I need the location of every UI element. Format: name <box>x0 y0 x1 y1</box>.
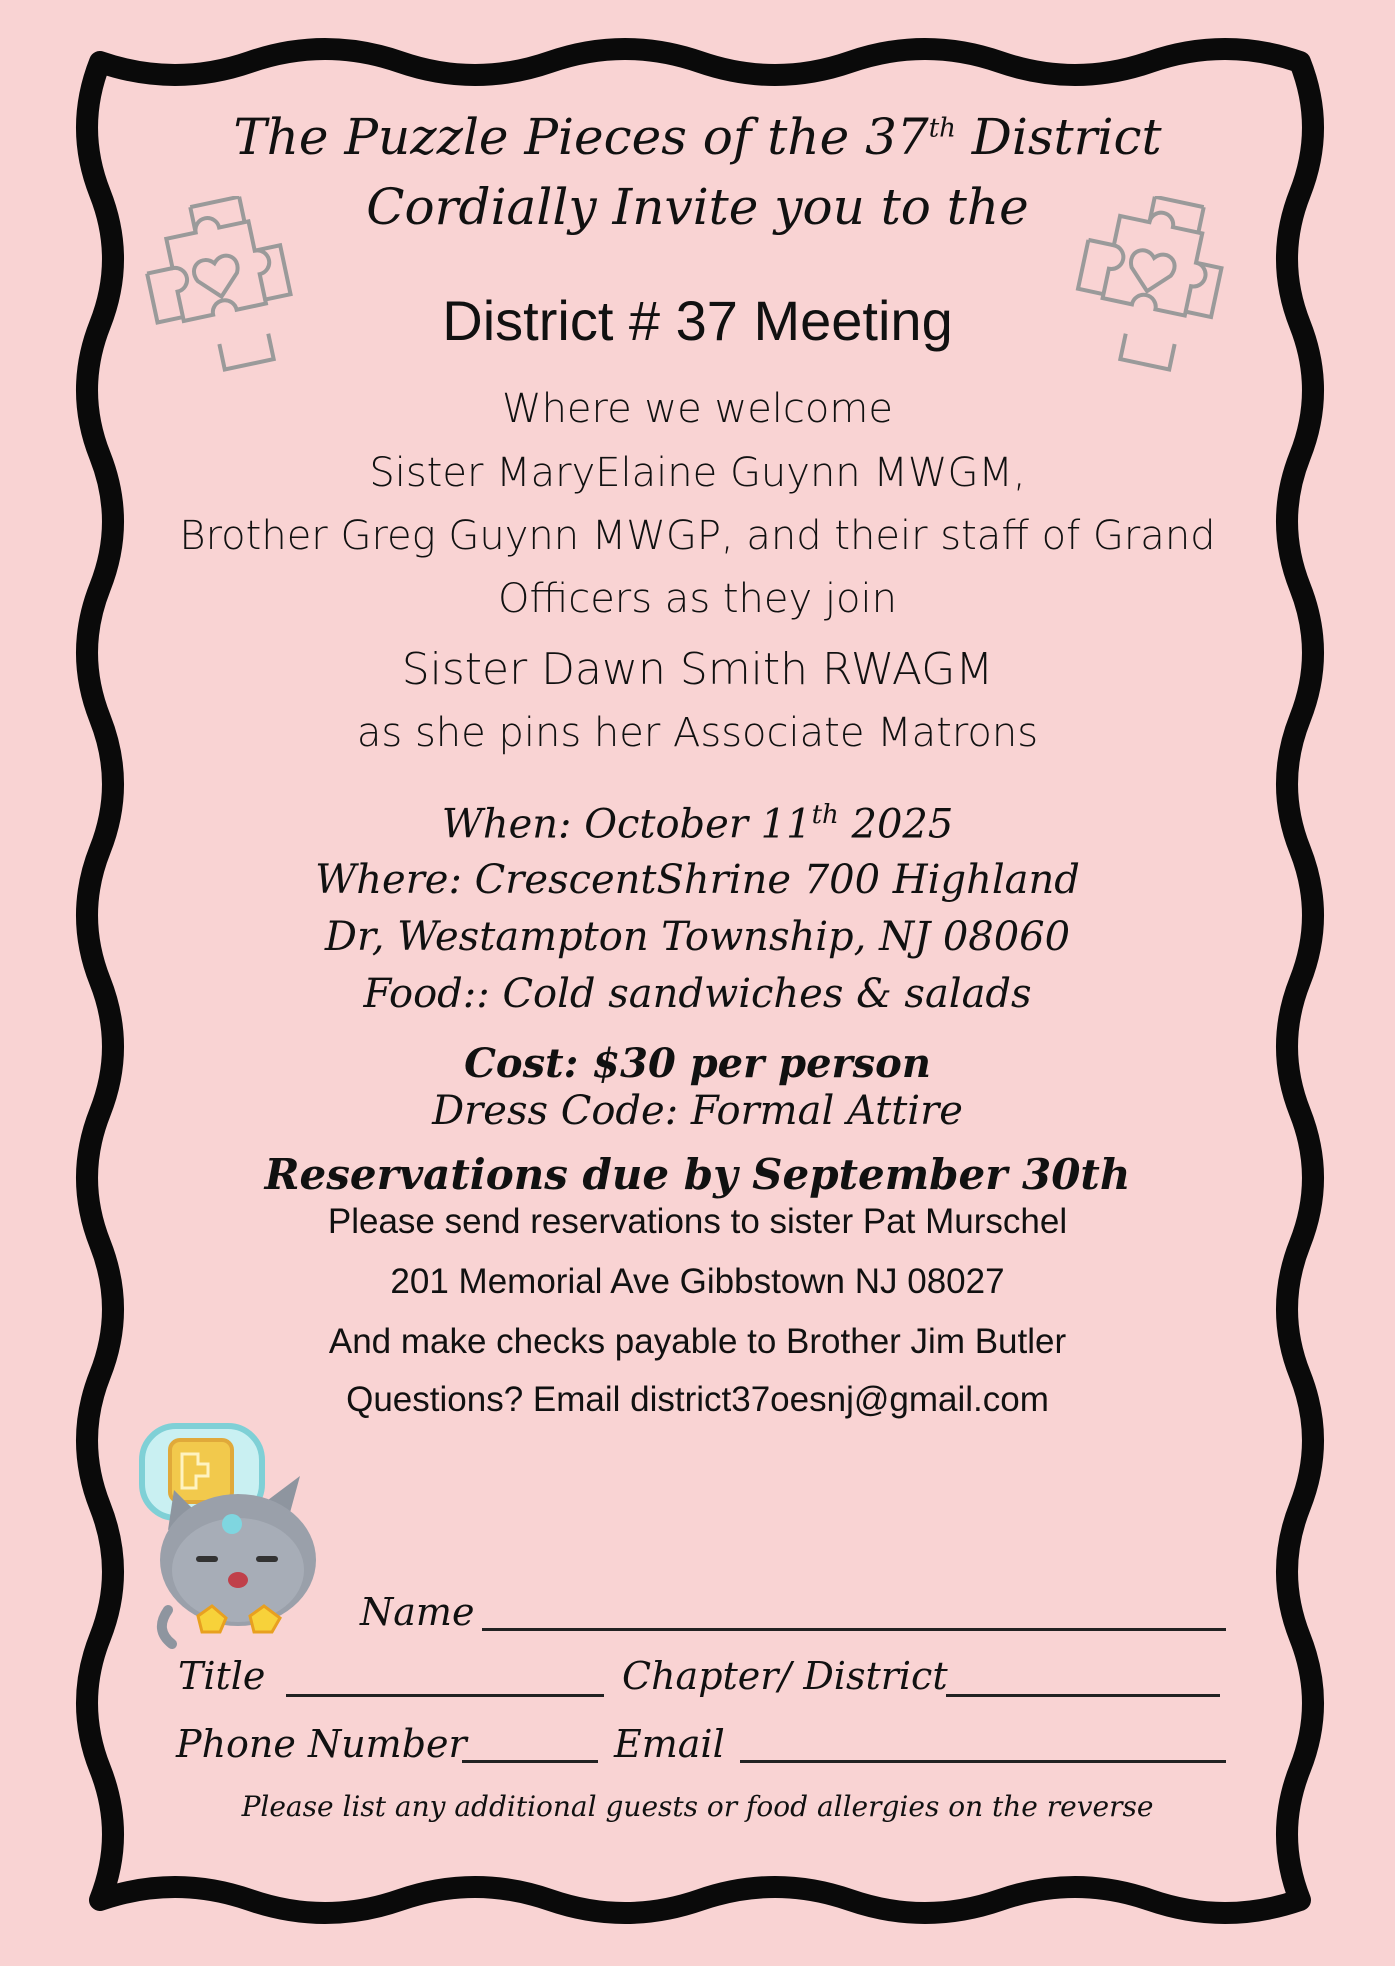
body-line-3: Brother Greg Guynn MWGP, and their staff of Grand <box>179 513 1216 559</box>
event-dress-code: Dress Code: Formal Attire <box>432 1088 963 1134</box>
info-line-1: Please send reservations to sister Pat Murschel <box>327 1202 1068 1241</box>
form-phone-label: Phone Number <box>176 1722 467 1766</box>
form-phone-field[interactable] <box>462 1760 598 1763</box>
invitation-heading-line1: The Puzzle Pieces of the 37th District <box>233 108 1162 166</box>
footnote: Please list any additional guests or food allergies on the reverse <box>241 1790 1154 1823</box>
form-title-field[interactable] <box>286 1694 604 1697</box>
event-where-line2: Dr, Westampton Township, NJ 08060 <box>324 914 1071 960</box>
info-questions-email: Questions? Email district37oesnj@gmail.com <box>346 1380 1049 1419</box>
form-email-label: Email <box>614 1722 725 1766</box>
form-chapter-label: Chapter/ District <box>622 1654 948 1698</box>
form-email-field[interactable] <box>740 1760 1226 1763</box>
reservations-deadline: Reservations due by September 30th <box>264 1150 1131 1199</box>
event-when: When: October 11th 2025 <box>441 800 954 848</box>
body-line-2: Sister MaryElaine Guynn MWGM, <box>369 450 1026 496</box>
form-name-label: Name <box>360 1590 475 1634</box>
info-checks: And make checks payable to Brother Jim Butler <box>328 1322 1067 1361</box>
info-address: 201 Memorial Ave Gibbstown NJ 08027 <box>390 1262 1005 1301</box>
body-line-1: Where we welcome <box>502 386 893 432</box>
body-line-5: Sister Dawn Smith RWAGM <box>401 644 994 695</box>
form-chapter-field[interactable] <box>946 1694 1220 1697</box>
invitation-heading-line2: Cordially Invite you to the <box>366 178 1029 236</box>
page-title: District # 37 Meeting <box>442 289 953 352</box>
body-line-6: as she pins her Associate Matrons <box>356 710 1039 756</box>
form-title-label: Title <box>178 1654 266 1698</box>
event-food: Food:: Cold sandwiches & salads <box>363 971 1032 1017</box>
form-name-field[interactable] <box>482 1628 1226 1631</box>
event-where-line1: Where: CrescentShrine 700 Highland <box>315 857 1080 903</box>
body-line-4: Officers as they join <box>498 576 897 622</box>
event-cost: Cost: $30 per person <box>464 1040 931 1087</box>
cat-holding-puzzle-icon <box>138 1420 338 1650</box>
